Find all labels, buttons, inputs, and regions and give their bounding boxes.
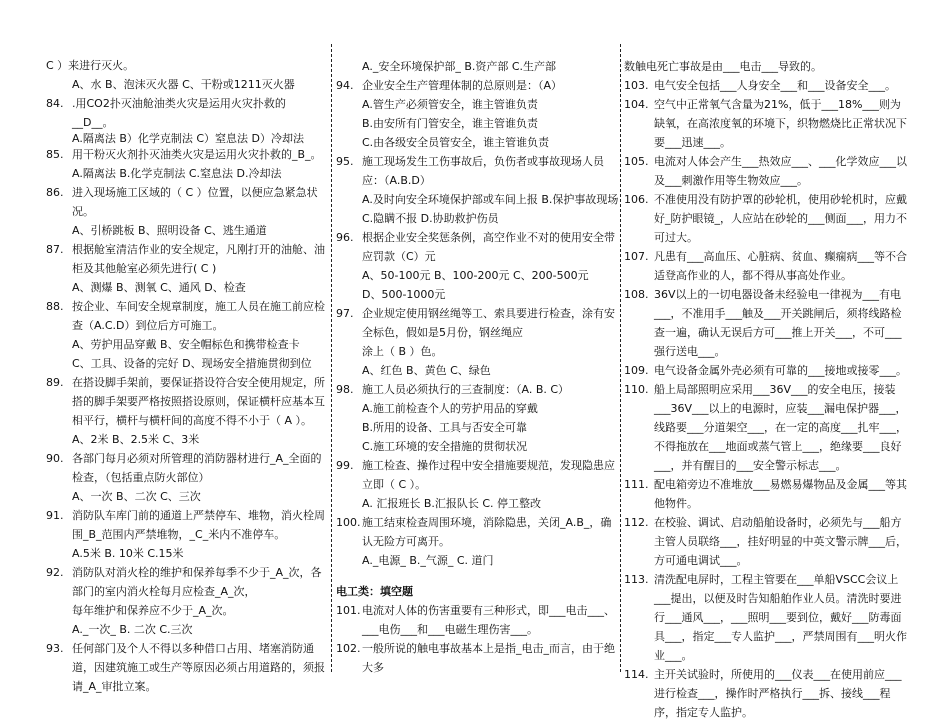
question-item [336,601,618,639]
question-text: 根据企业安全奖惩条例，高空作业不对的使用安全带应罚款（C）元 [362,231,615,263]
answer-options: D、500-1000元 [362,288,446,301]
answer-options: A、引桥跳板 B、照明设备 C、逃生通道 [72,224,267,237]
question-text: 空气中正常氧气含量为21%，低于___18%___则为缺氧，在高浓度氧的环境下，织物燃烧比正常状况下要___迅速___。 [654,98,907,149]
question-item [624,361,908,380]
question-number: 93. [46,642,64,655]
question-number: 114. [624,668,649,681]
question-text: 任何部门及个人不得以多种借口占用、堵塞消防通道，因建筑施工或生产等原因必须占用道路的，须报请_A_审批立案。 [72,642,325,693]
question-item [624,285,908,361]
answer-options: A、测爆 B、测氧 C、通风 D、检查 [72,281,246,294]
question-text: 用干粉灭火剂扑灭油类火灾是运用火灾扑救的_B_。 [72,148,322,161]
question-text: 一般所说的触电事故基本上是指_电击_而言，由于绝大多 [362,642,615,674]
question-text: 电流对人体会产生___热效应___、___化学效应___以及___刺激作用等生物效应___。 [654,155,907,187]
question-number: 109. [624,364,649,377]
question-number: 101. [336,604,361,617]
question-number: 105. [624,155,649,168]
section-heading: 电工类：填空题 [336,585,413,598]
question-item [46,639,326,696]
answer-options: A、2米 B、2.5米 C、3米 [72,433,200,446]
question-number: 88. [46,300,64,313]
question-number: 90. [46,452,64,465]
answer-options: A._电源_ B._气源_ C. 道门 [362,554,494,567]
question-text: 在搭设脚手架前，要保证搭设符合安全使用规定，所搭的脚手架要严格按照搭设原则，保证横杆应基本互相平行，横杆与横杆间的高度不得不小于（ A ）。 [72,376,325,427]
question-item [624,380,908,475]
question-text: 船上局部照明应采用___36V___的安全电压，接装___36V___以上的电源时，应装___漏电保护器___，线路要___分道架空___，在一定的高度___扎牢___，不得拖放在___地面或蒸气管上___，绝缘要___良好___，并有醒目的___安全警示标志___。 [654,383,907,472]
question-item [624,247,908,285]
question-text: 36V以上的一切电器设备未经验电一律视为___有电___，不准用手___触及___开关跳闸后，须将线路检查一遍，确认无误后方可___推上开关___，不可___强行送电___。 [654,288,902,358]
question-number: 110. [624,383,649,396]
question-line: A.施工前检查个人的劳护用品的穿戴 [362,402,538,415]
question-line: B.由安所有门管安全，谁主管谁负责 [362,117,539,130]
question-number: 96. [336,231,354,244]
question-number: 94. [336,79,354,92]
question-number: 95. [336,155,354,168]
question-text: 电气设备金属外壳必须有可靠的___接地或接零___。 [654,364,907,377]
continued-text: 数触电死亡事故是由___电击___导致的。 [624,60,822,73]
question-text: 消防队对消火栓的维护和保养每季不少于_A_次，各部门的室内消火栓每月应检查_A_次， [72,566,322,598]
answer-options: A.隔离法 B.化学克制法 C.窒息法 D.冷却法 [72,167,282,180]
question-item [46,183,326,221]
question-text: .用CO2扑灭油舱油类火灾是运用火灾扑救的__D__。 [72,97,286,129]
question-text: 按企业、车间安全规章制度，施工人员在施工前应检查（A.C.D）到位后方可施工。 [72,300,325,332]
answer-options: A、红色 B、黄色 C、绿色 [362,364,491,377]
question-text: 各部门每月必须对所管理的消防器材进行_A_全面的检查，（包括重点防火部位） [72,452,322,484]
question-item [624,570,908,665]
question-number: 108. [624,288,649,301]
question-text: 配电箱旁边不准堆放___易燃易爆物品及金属___等其他物件。 [654,478,907,510]
question-line: B.所用的设备、工具与否安全可靠 [362,421,528,434]
question-text: 根据舱室清洁作业的安全规定，凡刚打开的油舱、油柜及其他舱室必须先进行( C ) [72,243,325,275]
question-item [624,152,908,190]
question-item [336,228,618,266]
question-number: 111. [624,478,649,491]
question-item [624,665,908,722]
question-text: 在校验、调试、启动船舶设备时，必须先与___船方主管人员联络___，挂好明显的中英文警示牌___后，方可通电调试___。 [654,516,907,567]
answer-options: A、一次 B、二次 C、三次 [72,490,201,503]
question-number: 107. [624,250,649,263]
question-number: 85. [46,148,64,161]
question-number: 103. [624,79,649,92]
question-number: 99. [336,459,354,472]
question-number: 86. [46,186,64,199]
question-item [336,639,618,677]
question-text: 凡患有___高血压、心脏病、贫血、癫痫病___等不合适登高作业的人，都不得从事高处作业。 [654,250,907,282]
right-column [624,0,908,719]
question-number: 84. [46,97,64,110]
question-number: 104. [624,98,649,111]
question-line: C.由各级安全员管安全，谁主管谁负责 [362,136,550,149]
question-text: 企业规定使用钢丝绳等工、索具要进行检查，涂有安全标色，假如是5月份，钢丝绳应 [362,307,615,339]
answer-options: A.隔离法 B）化学克制法 C）窒息法 D）冷却法 [72,132,305,145]
question-number: 106. [624,193,649,206]
question-number: 97. [336,307,354,320]
answer-options: C、工具、设备的完好 D、现场安全措施贯彻到位 [72,357,312,370]
question-item [624,475,908,513]
question-text: 进入现场施工区域的（ C ）位置，以便应急紧急状况。 [72,186,318,218]
question-text: 消防队车库门前的通道上严禁停车、堆物，消火栓周围_B_范围内严禁堆物，_C_米内不准停车。 [72,509,325,541]
question-number: 98. [336,383,354,396]
question-item [336,152,618,190]
continued-text: C ）来进行灭火。 [46,59,135,72]
question-number: 112. [624,516,649,529]
question-text: 电流对人体的伤害重要有三种形式，即___电击___、___电伤___和___电磁生理伤害___。 [362,604,615,636]
answer-options: A、水 B、泡沫灭火器 C、干粉或1211灭火器 [72,78,295,91]
question-number: 100. [336,516,361,529]
question-text: 不准使用没有防护罩的砂轮机，使用砂轮机时，应戴好_防护眼镜_，人应站在砂轮的___侧面___，用力不可过大。 [654,193,907,244]
question-item [624,513,908,570]
question-number: 91. [46,509,64,522]
question-item [46,145,326,164]
question-line: A.管生产必须管安全，谁主管谁负责 [362,98,538,111]
question-number: 102. [336,642,361,655]
question-number: 89. [46,376,64,389]
column-divider [331,44,332,672]
question-number: 92. [46,566,64,579]
question-number: 87. [46,243,64,256]
column-divider [620,44,621,672]
question-item [46,94,326,132]
question-item [46,563,326,601]
question-item [336,380,618,399]
question-item [46,373,326,430]
left-column [46,0,326,693]
question-line: C.施工环境的安全措施的贯彻状况 [362,440,528,453]
answer-options: A、50-100元 B、100-200元 C、200-500元 [362,269,589,282]
answer-options: A._安全环境保护部_ B.资产部 C.生产部 [362,60,557,73]
answer-options: A._一次_ B. 二次 C.三次 [72,623,193,636]
answer-options: A. 汇报班长 B.汇报队长 C. 停工整改 [362,497,542,510]
question-item [624,76,908,95]
question-item [336,76,618,95]
middle-column [336,0,618,672]
question-text: 企业安全生产管理体制的总原则是：（A） [362,79,563,92]
question-item [46,506,326,544]
question-line: 涂上（ B ）色。 [362,345,443,358]
answer-options: A.5米 B. 10米 C.15米 [72,547,184,560]
question-text: 电气安全包括___人身安全___和___设备安全___。 [654,79,896,92]
question-item [46,240,326,278]
question-text: 施工现场发生工伤事故后，负伤者或事故现场人员应：（A.B.D） [362,155,604,187]
question-text: 施工结束检查周围环境，消除隐患，关闭_A.B_，确认无险方可离开。 [362,516,612,548]
question-item [624,190,908,247]
question-text: 施工检查、操作过程中安全措施要规范，发现隐患应立即（ C ）。 [362,459,615,491]
answer-options: A、劳护用品穿戴 B、安全帽标色和携带检查卡 [72,338,300,351]
question-text: 施工人员必须执行的三查制度：（A. B. C） [362,383,570,396]
question-item [336,304,618,342]
question-item [624,95,908,152]
question-item [336,456,618,494]
question-item [46,297,326,335]
question-item [46,449,326,487]
question-text: 主开关试验时，所使用的___仪表___在使用前应___进行检查___，操作时严格执行___拆、接线___程序，指定专人监护。 [654,668,902,719]
question-line: 每年维护和保养应不少于_A_次。 [72,604,234,617]
question-item [336,513,618,551]
question-number: 113. [624,573,649,586]
answer-options: A.及时向安全环境保护部或车间上报 B.保护事故现场 [362,193,619,206]
answer-options: C.隐瞒不报 D.协助救护伤员 [362,212,499,225]
question-text: 清洗配电屏时，工程主管要在___单船VSCC会议上___提出，以便及时告知船舶作业人员。清洗时要进行___通风___，___照明___要到位，戴好___防毒面具___，指定___专人监护___，严禁周围有___明火作业___。 [654,573,907,662]
